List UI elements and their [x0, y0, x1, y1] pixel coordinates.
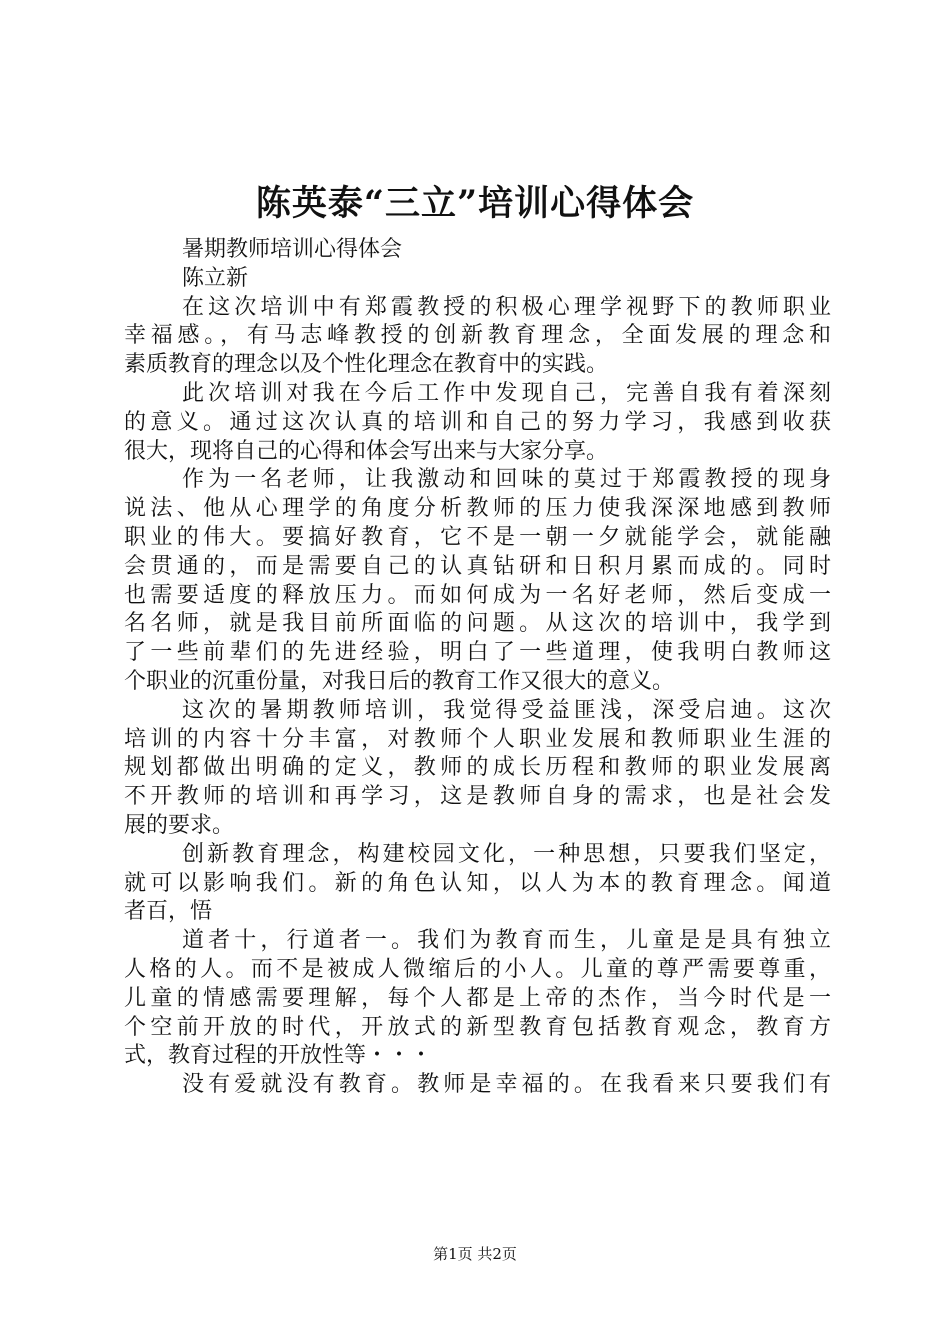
text-line: 陈立新: [182, 265, 249, 291]
text-line: 没有爱就没有教育。教师是幸福的。在我看来只要我们有: [182, 1072, 831, 1098]
text-line: 展的要求。: [124, 812, 235, 838]
text-line: 人格的人。而不是被成人微缩后的小人。儿童的尊严需要尊重，: [124, 956, 831, 982]
text-line: 了一些前辈们的先进经验，明白了一些道理，使我明白教师这: [124, 640, 831, 666]
text-line: 规划都做出明确的定义，教师的成长历程和教师的职业发展离: [124, 755, 831, 781]
page-footer: 第1页 共2页: [433, 1245, 517, 1263]
text-line: 的意义。通过这次认真的培训和自己的努力学习，我感到收获: [124, 409, 831, 435]
text-line: 幸福感。，有马志峰教授的创新教育理念，全面发展的理念和: [124, 323, 831, 349]
text-line: 者百，悟: [124, 899, 213, 925]
text-line: 暑期教师培训心得体会: [182, 237, 403, 262]
text-line: 名名师，就是我目前所面临的问题。从这次的培训中，我学到: [124, 611, 831, 637]
text-line: 素质教育的理念以及个性化理念在教育中的实践。: [124, 352, 609, 378]
text-line: 说法、他从心理学的角度分析教师的压力使我深深地感到教师: [124, 496, 831, 522]
text-line: 此次培训对我在今后工作中发现自己，完善自我有着深刻: [182, 380, 831, 406]
text-line: 就可以影响我们。新的角色认知，以人为本的教育理念。闻道: [124, 870, 831, 896]
text-line: 作为一名老师，让我激动和回味的莫过于郑霞教授的现身: [182, 467, 831, 493]
document-body: [124, 236, 831, 1100]
text-line: 创新教育理念，构建校园文化，一种思想，只要我们坚定，: [182, 841, 831, 867]
text-line: 很大，现将自己的心得和体会写出来与大家分享。: [124, 438, 609, 464]
text-line: 道者十，行道者一。我们为教育而生，儿童是是具有独立: [182, 928, 831, 954]
text-line: 职业的伟大。要搞好教育，它不是一朝一夕就能学会，就能融: [124, 524, 831, 550]
text-line: 在这次培训中有郑霞教授的积极心理学视野下的教师职业: [182, 294, 831, 320]
text-line: 培训的内容十分丰富，对教师个人职业发展和教师职业生涯的: [124, 726, 831, 752]
document-title: 陈英泰“三立”培训心得体会: [255, 183, 695, 224]
text-line: 儿童的情感需要理解，每个人都是上帝的杰作，当今时代是一: [124, 985, 831, 1011]
text-line: 式，教育过程的开放性等・・・: [124, 1043, 433, 1069]
text-line: 不开教师的培训和再学习，这是教师自身的需求，也是社会发: [124, 784, 831, 810]
text-line: 这次的暑期教师培训，我觉得受益匪浅，深受启迪。这次: [182, 697, 831, 723]
text-line: 个职业的沉重份量，对我日后的教育工作又很大的意义。: [124, 668, 675, 694]
text-line: 也需要适度的释放压力。而如何成为一名好老师，然后变成一: [124, 582, 831, 608]
text-line: 会贯通的，而是需要自己的认真钻研和日积月累而成的。同时: [124, 553, 831, 579]
text-line: 个空前开放的时代，开放式的新型教育包括教育观念，教育方: [124, 1014, 831, 1040]
